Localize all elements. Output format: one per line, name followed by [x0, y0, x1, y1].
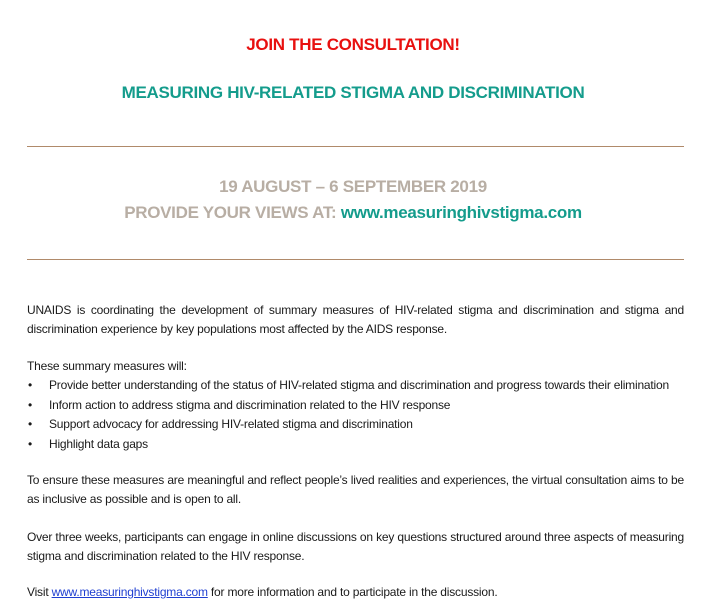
divider-top [27, 146, 684, 147]
join-heading: JOIN THE CONSULTATION! [246, 35, 460, 54]
bullet-icon: • [28, 378, 33, 392]
bullet-icon: • [28, 397, 33, 412]
list-item-text: Highlight data gaps [49, 436, 148, 451]
list-item-text: Inform action to address stigma and discrimination related to the HIV response [49, 397, 451, 412]
page-title: MEASURING HIV-RELATED STIGMA AND DISCRIMINATION [121, 83, 585, 102]
inclusive-paragraph: To ensure these measures are meaningful and reflect people’s lived realities and experiences, the virtual consultation aims to be as inclusive as possible and is open to all. [27, 473, 684, 506]
bullet-icon: • [28, 436, 33, 451]
intro-paragraph: UNAIDS is coordinating the development of summary measures of HIV-related stigma and discrimination and stigma and discrimination experience by key populations most affected by the AIDS response. [27, 303, 684, 336]
website-link-banner[interactable]: www.measuringhivstigma.com [340, 203, 582, 222]
list-intro: These summary measures will: [27, 359, 187, 373]
list-item-text: Provide better understanding of the status of HIV-related stigma and discrimination and progress towards their elimination [49, 378, 669, 392]
visit-suffix: for more information and to participate in the discussion. [207, 585, 498, 599]
list-item [27, 376, 684, 396]
list-item [27, 435, 684, 455]
three-weeks-paragraph: Over three weeks, participants can engage in online discussions on key questions structured around three aspects of measuring stigma and discrimination related to the HIV response. [27, 530, 684, 563]
provide-views-label: PROVIDE YOUR VIEWS AT: [124, 203, 341, 222]
bullet-icon: • [28, 417, 33, 431]
consultation-dates: 19 AUGUST – 6 SEPTEMBER 2019 [219, 177, 487, 196]
summary-measures-list [27, 376, 684, 454]
list-item [27, 396, 684, 416]
visit-line [27, 583, 684, 602]
divider-bottom [27, 259, 684, 260]
visit-prefix: Visit [27, 585, 52, 599]
list-item-text: Support advocacy for addressing HIV-related stigma and discrimination [49, 417, 413, 431]
list-item [27, 415, 684, 435]
provide-views-line [0, 203, 706, 223]
website-link[interactable]: www.measuringhivstigma.com [51, 585, 208, 599]
